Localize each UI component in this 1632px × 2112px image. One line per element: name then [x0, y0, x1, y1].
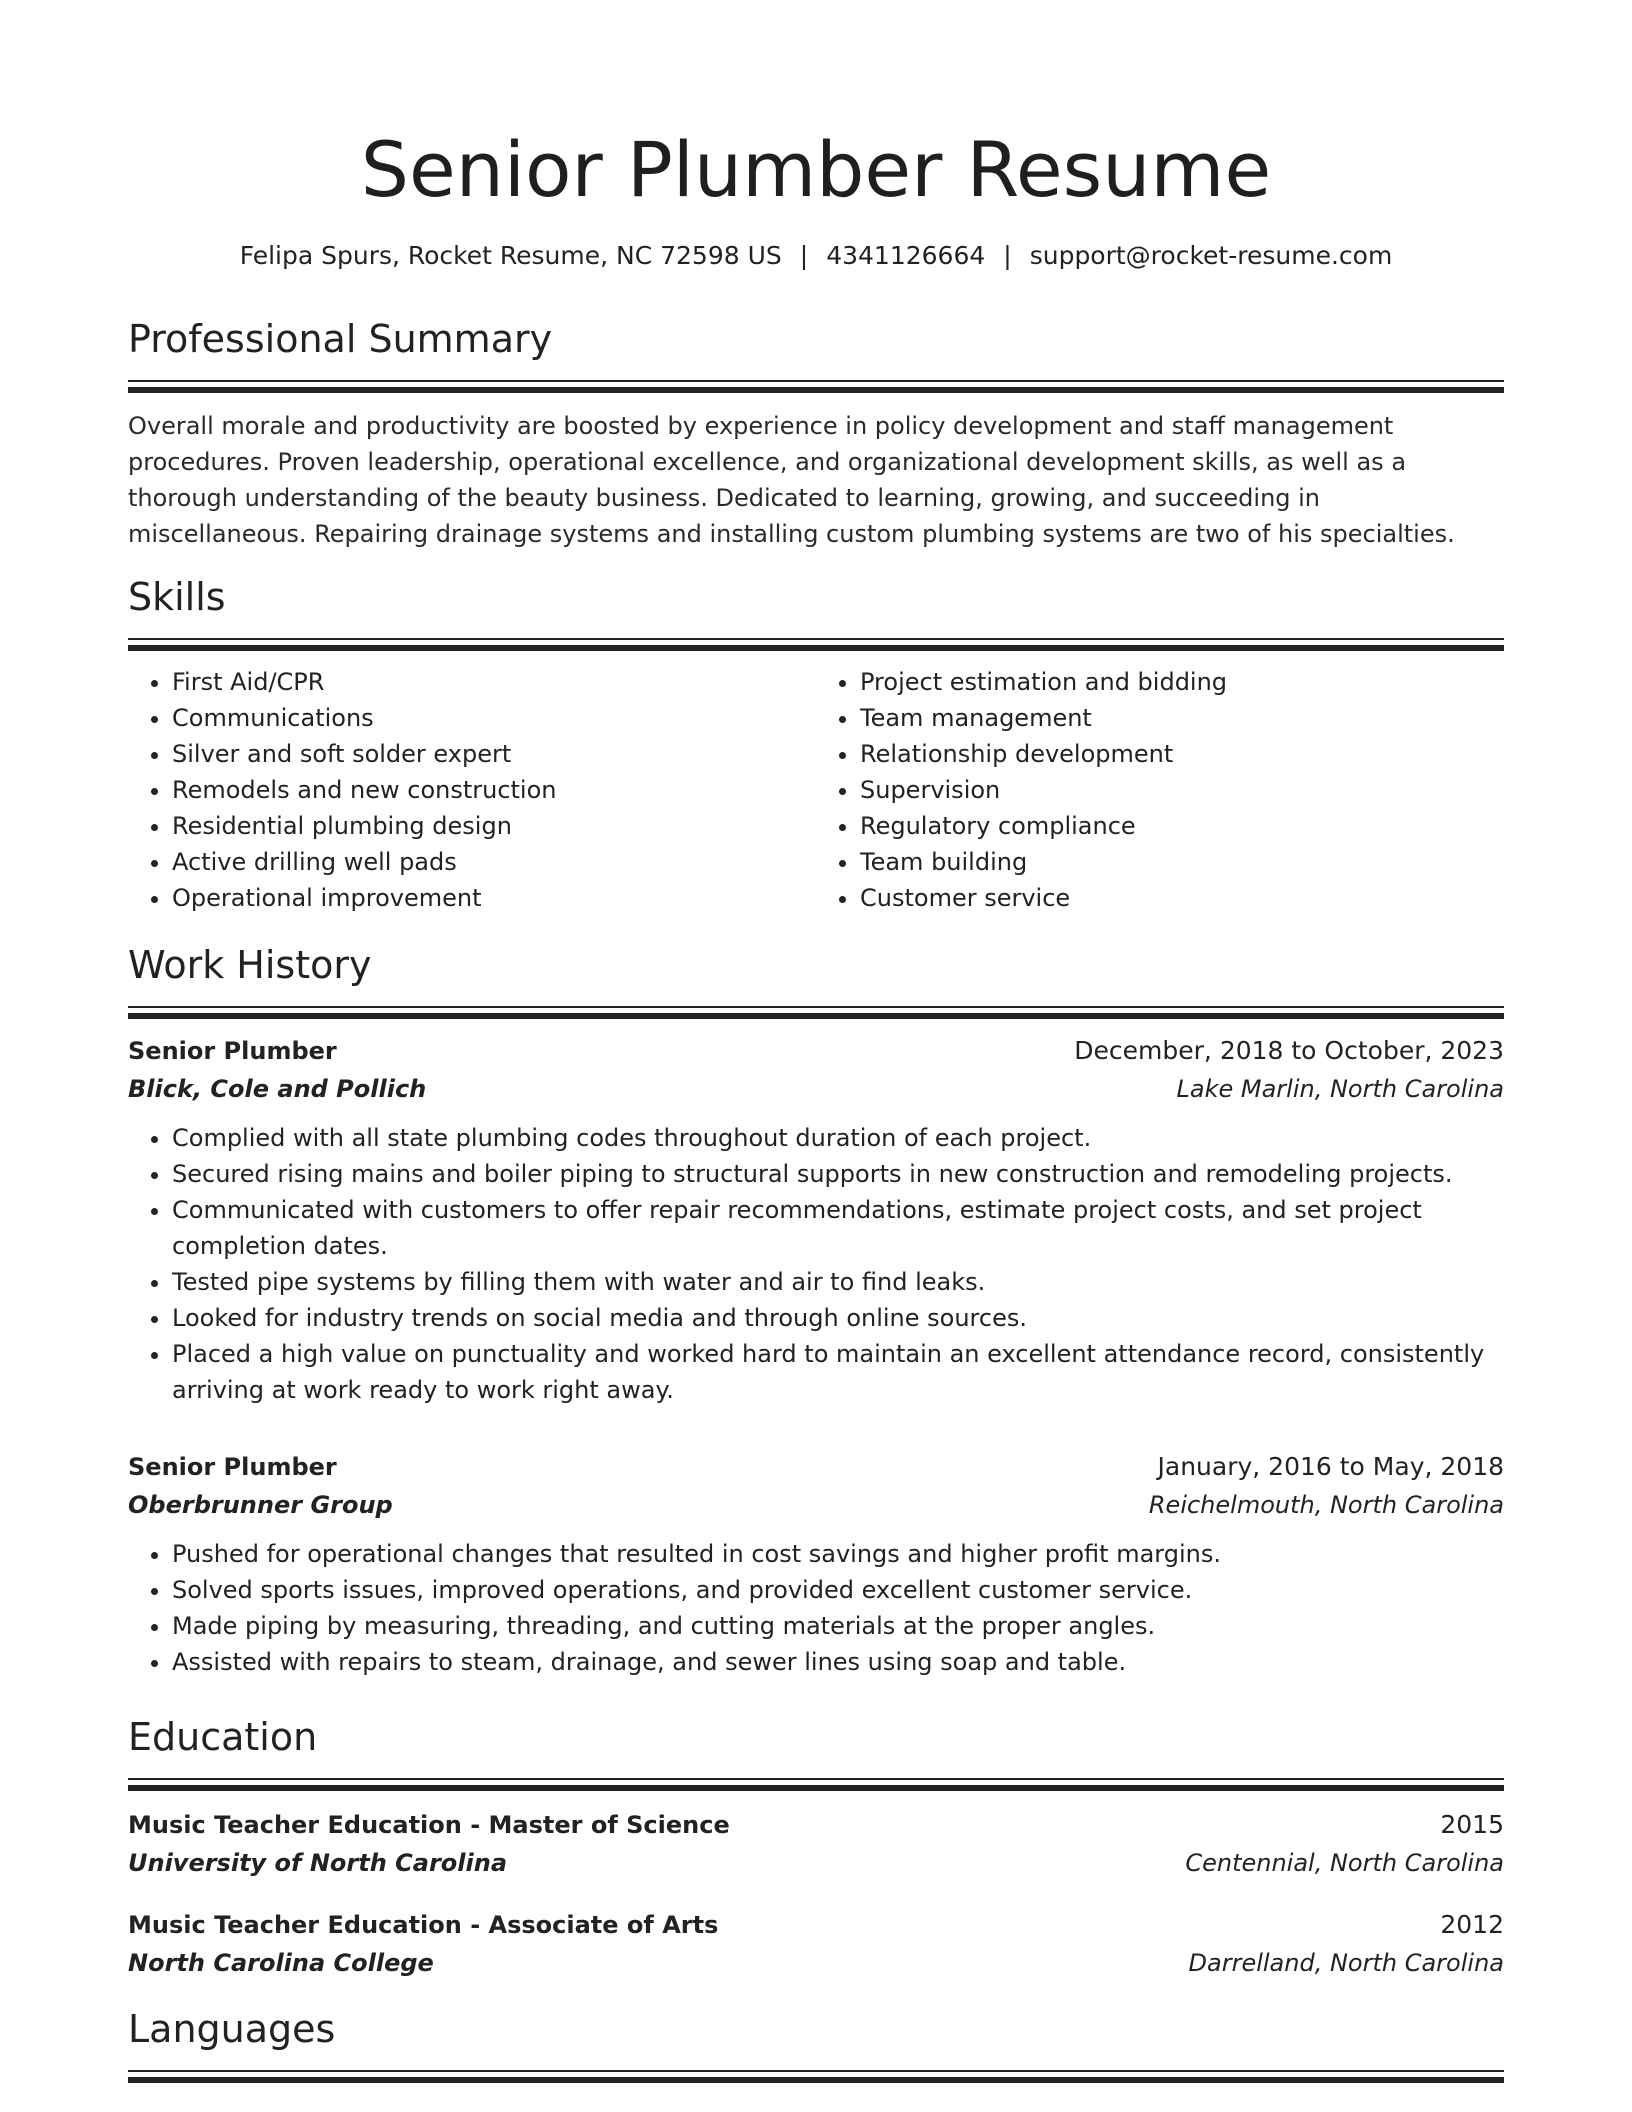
- contact-separator: |: [1003, 241, 1012, 270]
- job-dates: December, 2018 to October, 2023: [1074, 1036, 1504, 1065]
- skill-item: • Team management: [860, 700, 1504, 736]
- skill-item: • Team building: [860, 844, 1504, 880]
- skills-section: [128, 572, 1504, 916]
- summary-text: Overall morale and productivity are boosted by experience in policy development and staff management procedures. Proven leadership, operational excellence, and organizational development skills, as well as a thorough understanding of the beauty business. Dedicated to learning, growing, and succeeding in miscellaneous. Repairing drainage systems and installing custom plumbing systems are two of his specialties.: [128, 412, 1455, 548]
- section-divider: [128, 1006, 1504, 1020]
- job-entry: [128, 1448, 1504, 1680]
- job-bullets: [128, 1120, 1504, 1408]
- job-bullet: • Placed a high value on punctuality and worked hard to maintain an excellent attendance record, consistently arriving at work ready to work right away.: [172, 1336, 1504, 1408]
- job-title: Senior Plumber: [128, 1453, 337, 1481]
- education-degree: Music Teacher Education - Master of Science: [128, 1811, 730, 1839]
- education-degree: Music Teacher Education - Associate of Arts: [128, 1911, 719, 1939]
- section-divider: [128, 1778, 1504, 1792]
- contact-line: [0, 236, 1632, 276]
- skill-item: • Remodels and new construction: [172, 772, 816, 808]
- summary-section: [128, 314, 1504, 552]
- section-divider: [128, 2070, 1504, 2084]
- education-year: 2012: [1440, 1910, 1504, 1939]
- education-location: Centennial, North Carolina: [1185, 1849, 1504, 1877]
- skill-item: • Operational improvement: [172, 880, 816, 916]
- education-entry: [128, 1906, 1504, 1982]
- skills-list-right: [816, 664, 1504, 916]
- skill-item: • Project estimation and bidding: [860, 664, 1504, 700]
- work-history-section: [128, 940, 1504, 1680]
- education-location: Darrelland, North Carolina: [1188, 1949, 1504, 1977]
- languages-section: [128, 2004, 1504, 2084]
- section-divider: [128, 638, 1504, 652]
- job-bullet: • Pushed for operational changes that resulted in cost savings and higher profit margins.: [172, 1536, 1504, 1572]
- section-heading: Professional Summary: [128, 317, 553, 361]
- education-entry: [128, 1806, 1504, 1882]
- section-heading: Education: [128, 1715, 318, 1759]
- job-company: Oberbrunner Group: [128, 1491, 393, 1519]
- job-location: Lake Marlin, North Carolina: [1176, 1075, 1504, 1103]
- skill-item: • Active drilling well pads: [172, 844, 816, 880]
- section-divider: [128, 380, 1504, 394]
- contact-address: Felipa Spurs, Rocket Resume, NC 72598 US: [239, 241, 782, 270]
- job-title: Senior Plumber: [128, 1037, 337, 1065]
- job-company: Blick, Cole and Pollich: [128, 1075, 427, 1103]
- job-bullet: • Secured rising mains and boiler piping to structural supports in new construction and remodeling projects.: [172, 1156, 1504, 1192]
- contact-separator: |: [799, 241, 809, 270]
- education-school: North Carolina College: [128, 1949, 434, 1977]
- resume-title: Senior Plumber Resume: [360, 125, 1272, 214]
- education-school: University of North Carolina: [128, 1849, 508, 1877]
- job-bullet: • Complied with all state plumbing codes throughout duration of each project.: [172, 1120, 1504, 1156]
- contact-phone: 4341126664: [826, 241, 986, 270]
- skill-item: • Regulatory compliance: [860, 808, 1504, 844]
- skill-item: • Customer service: [860, 880, 1504, 916]
- skill-item: • First Aid/CPR: [172, 664, 816, 700]
- job-bullet: • Tested pipe systems by filling them with water and air to find leaks.: [172, 1264, 1504, 1300]
- skill-item: • Silver and soft solder expert: [172, 736, 816, 772]
- job-location: Reichelmouth, North Carolina: [1148, 1491, 1504, 1519]
- job-entry: [128, 1032, 1504, 1408]
- job-bullets: [128, 1536, 1504, 1680]
- skill-item: • Relationship development: [860, 736, 1504, 772]
- skills-list-left: [128, 664, 816, 916]
- job-bullet: • Solved sports issues, improved operations, and provided excellent customer service.: [172, 1572, 1504, 1608]
- section-heading: Languages: [128, 2007, 336, 2051]
- education-year: 2015: [1440, 1810, 1504, 1839]
- section-heading: Work History: [128, 943, 372, 987]
- skill-item: • Residential plumbing design: [172, 808, 816, 844]
- education-section: [128, 1712, 1504, 1982]
- skills-columns: [128, 664, 1504, 916]
- contact-email: support@rocket-resume.com: [1029, 241, 1393, 270]
- job-bullet: • Assisted with repairs to steam, drainage, and sewer lines using soap and table.: [172, 1644, 1504, 1680]
- job-dates: January, 2016 to May, 2018: [1157, 1452, 1504, 1481]
- section-heading: Skills: [128, 575, 226, 619]
- job-bullet: • Made piping by measuring, threading, and cutting materials at the proper angles.: [172, 1608, 1504, 1644]
- job-bullet: • Looked for industry trends on social media and through online sources.: [172, 1300, 1504, 1336]
- skill-item: • Supervision: [860, 772, 1504, 808]
- job-bullet: • Communicated with customers to offer repair recommendations, estimate project costs, and set project completion dates.: [172, 1192, 1504, 1264]
- skill-item: • Communications: [172, 700, 816, 736]
